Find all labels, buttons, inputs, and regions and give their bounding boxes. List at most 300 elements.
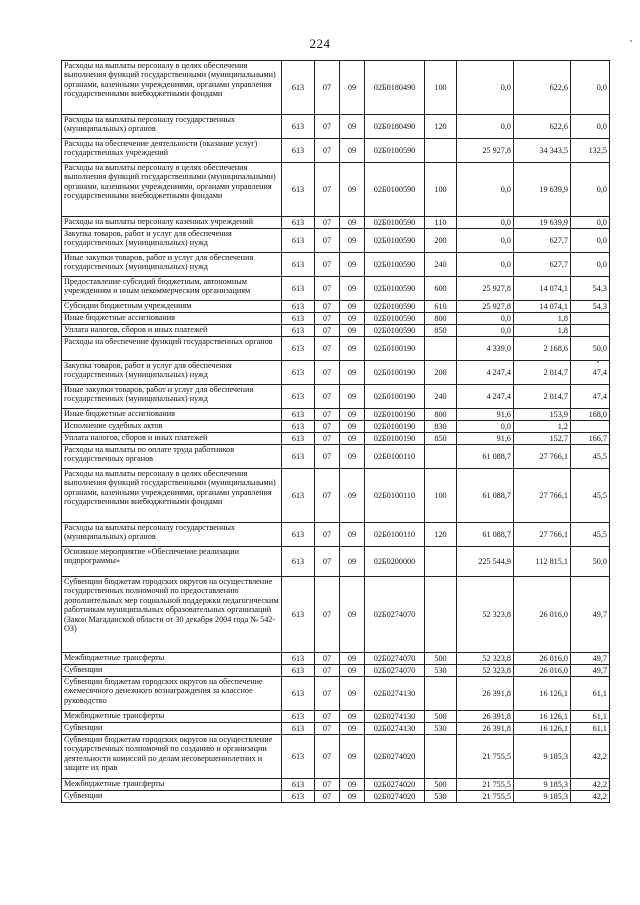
row-name: Расходы на выплаты персоналу государственных (муниципальных) органов bbox=[62, 115, 282, 139]
table-row bbox=[62, 723, 610, 735]
page-number: 224 bbox=[309, 36, 331, 51]
row-pr: 09 bbox=[340, 735, 365, 779]
row-name: Субвенции bbox=[62, 723, 282, 735]
row-csr: 02Б0274070 bbox=[365, 665, 425, 677]
row-plan: 25 927,8 bbox=[457, 277, 514, 301]
row-csr: 02Б0100590 bbox=[365, 217, 425, 229]
row-vr bbox=[425, 735, 457, 779]
row-csr: 02Б0100190 bbox=[365, 421, 425, 433]
row-pct: 0,0 bbox=[571, 253, 610, 277]
row-pr: 09 bbox=[340, 61, 365, 115]
row-fact: 27 766,1 bbox=[514, 523, 571, 547]
row-fact: 2 014,7 bbox=[514, 361, 571, 385]
row-ved: 613 bbox=[282, 325, 315, 337]
row-plan: 21 755,5 bbox=[457, 735, 514, 779]
row-csr: 02Б0100590 bbox=[365, 139, 425, 163]
row-fact: 2 168,6 bbox=[514, 337, 571, 361]
row-plan: 21 755,5 bbox=[457, 791, 514, 803]
row-ved: 613 bbox=[282, 665, 315, 677]
row-vr: 120 bbox=[425, 523, 457, 547]
row-pr: 09 bbox=[340, 677, 365, 711]
row-vr: 830 bbox=[425, 421, 457, 433]
row-pct: 61,1 bbox=[571, 723, 610, 735]
row-rz: 07 bbox=[315, 139, 340, 163]
row-vr: 800 bbox=[425, 313, 457, 325]
table-row bbox=[62, 301, 610, 313]
row-rz: 07 bbox=[315, 677, 340, 711]
row-ved: 613 bbox=[282, 469, 315, 523]
row-pct: 50,0 bbox=[571, 547, 610, 577]
row-name: Расходы на выплаты персоналу в целях обеспечения выполнения функций государственными (муниципальными) органами, казенными учреждениями, органами управления государственными внебюджетными фондами bbox=[62, 469, 282, 523]
row-plan: 52 323,8 bbox=[457, 577, 514, 653]
row-pct: 47,4 bbox=[571, 385, 610, 409]
table-row bbox=[62, 779, 610, 791]
table-row bbox=[62, 445, 610, 469]
row-vr: 850 bbox=[425, 325, 457, 337]
row-csr: 02Б0100590 bbox=[365, 229, 425, 253]
row-ved: 613 bbox=[282, 421, 315, 433]
row-rz: 07 bbox=[315, 253, 340, 277]
row-vr: 530 bbox=[425, 723, 457, 735]
row-plan: 0,0 bbox=[457, 253, 514, 277]
row-pct: 42,2 bbox=[571, 735, 610, 779]
row-rz: 07 bbox=[315, 433, 340, 445]
row-name: Иные бюджетные ассигнования bbox=[62, 409, 282, 421]
row-rz: 07 bbox=[315, 337, 340, 361]
row-vr: 200 bbox=[425, 361, 457, 385]
row-plan: 4 339,0 bbox=[457, 337, 514, 361]
row-pct: 61,1 bbox=[571, 711, 610, 723]
row-plan: 61 088,7 bbox=[457, 469, 514, 523]
row-rz: 07 bbox=[315, 653, 340, 665]
table-row bbox=[62, 217, 610, 229]
row-csr: 02Б0100190 bbox=[365, 337, 425, 361]
row-vr: 610 bbox=[425, 301, 457, 313]
row-pr: 09 bbox=[340, 253, 365, 277]
row-rz: 07 bbox=[315, 421, 340, 433]
row-pr: 09 bbox=[340, 385, 365, 409]
row-csr: 02Б0274070 bbox=[365, 577, 425, 653]
row-name: Субвенции бюджетам городских округов на осуществление государственных полномочий по созданию и организации деятельности комиссий по делам несовершеннолетних и защите их прав bbox=[62, 735, 282, 779]
row-pr: 09 bbox=[340, 421, 365, 433]
row-fact: 1,2 bbox=[514, 421, 571, 433]
row-csr: 02Б0100590 bbox=[365, 313, 425, 325]
row-pct: 0,0 bbox=[571, 61, 610, 115]
row-vr: 530 bbox=[425, 791, 457, 803]
row-plan: 0,0 bbox=[457, 421, 514, 433]
row-fact: 1,8 bbox=[514, 313, 571, 325]
row-rz: 07 bbox=[315, 229, 340, 253]
row-rz: 07 bbox=[315, 547, 340, 577]
row-rz: 07 bbox=[315, 791, 340, 803]
table-row bbox=[62, 385, 610, 409]
row-ved: 613 bbox=[282, 337, 315, 361]
row-plan: 0,0 bbox=[457, 229, 514, 253]
row-rz: 07 bbox=[315, 217, 340, 229]
row-rz: 07 bbox=[315, 577, 340, 653]
row-fact: 2 014,7 bbox=[514, 385, 571, 409]
row-csr: 02Б0180490 bbox=[365, 115, 425, 139]
row-name: Расходы на выплаты персоналу в целях обеспечения выполнения функций государственными (муниципальными) органами, казенными учреждениями, органами управления государственными внебюджетными фондами bbox=[62, 163, 282, 217]
row-pct: 61,1 bbox=[571, 677, 610, 711]
row-csr: 02Б0100590 bbox=[365, 325, 425, 337]
row-fact: 627,7 bbox=[514, 229, 571, 253]
row-name: Расходы на выплаты по оплате труда работников государственных органов bbox=[62, 445, 282, 469]
row-pct: 49,7 bbox=[571, 577, 610, 653]
row-pr: 09 bbox=[340, 409, 365, 421]
table-row bbox=[62, 421, 610, 433]
row-pct: 54,3 bbox=[571, 301, 610, 313]
row-name: Иные закупки товаров, работ и услуг для обеспечения государственных (муниципальных) нужд bbox=[62, 385, 282, 409]
row-name: Межбюджетные трансферты bbox=[62, 711, 282, 723]
table-row bbox=[62, 577, 610, 653]
row-pr: 09 bbox=[340, 779, 365, 791]
row-vr: 100 bbox=[425, 61, 457, 115]
row-ved: 613 bbox=[282, 653, 315, 665]
row-pct: 45,5 bbox=[571, 445, 610, 469]
row-pr: 09 bbox=[340, 469, 365, 523]
row-plan: 26 391,8 bbox=[457, 677, 514, 711]
row-csr: 02Б0274130 bbox=[365, 723, 425, 735]
row-rz: 07 bbox=[315, 385, 340, 409]
row-pct: 0,0 bbox=[571, 217, 610, 229]
row-plan: 0,0 bbox=[457, 115, 514, 139]
row-vr bbox=[425, 139, 457, 163]
row-name: Основное мероприятие «Обеспечение реализации подпрограммы» bbox=[62, 547, 282, 577]
row-csr: 02Б0100190 bbox=[365, 361, 425, 385]
row-ved: 613 bbox=[282, 163, 315, 217]
table-row bbox=[62, 547, 610, 577]
row-ved: 613 bbox=[282, 735, 315, 779]
row-name: Субвенции bbox=[62, 665, 282, 677]
row-ved: 613 bbox=[282, 433, 315, 445]
row-fact: 9 185,3 bbox=[514, 779, 571, 791]
row-csr: 02Б0100590 bbox=[365, 163, 425, 217]
row-rz: 07 bbox=[315, 361, 340, 385]
row-pct bbox=[571, 325, 610, 337]
row-pct: 0,0 bbox=[571, 229, 610, 253]
row-plan: 21 755,5 bbox=[457, 779, 514, 791]
row-ved: 613 bbox=[282, 577, 315, 653]
row-pr: 09 bbox=[340, 577, 365, 653]
row-pr: 09 bbox=[340, 361, 365, 385]
row-fact: 9 185,3 bbox=[514, 791, 571, 803]
row-fact: 26 016,0 bbox=[514, 665, 571, 677]
row-rz: 07 bbox=[315, 735, 340, 779]
row-vr: 500 bbox=[425, 779, 457, 791]
row-csr: 02Б0180490 bbox=[365, 61, 425, 115]
row-ved: 613 bbox=[282, 791, 315, 803]
row-pct: 45,5 bbox=[571, 469, 610, 523]
row-name: Закупка товаров, работ и услуг для обеспечения государственных (муниципальных) нужд bbox=[62, 361, 282, 385]
row-fact: 26 016,0 bbox=[514, 653, 571, 665]
row-fact: 16 126,1 bbox=[514, 723, 571, 735]
row-pct: 47,4 bbox=[571, 361, 610, 385]
row-fact: 9 185,3 bbox=[514, 735, 571, 779]
row-csr: 02Б0100190 bbox=[365, 433, 425, 445]
row-fact: 19 639,9 bbox=[514, 217, 571, 229]
row-ved: 613 bbox=[282, 229, 315, 253]
row-csr: 02Б0200000 bbox=[365, 547, 425, 577]
row-ved: 613 bbox=[282, 445, 315, 469]
row-rz: 07 bbox=[315, 469, 340, 523]
table-row bbox=[62, 735, 610, 779]
row-name: Расходы на выплаты персоналу казенных учреждений bbox=[62, 217, 282, 229]
row-pr: 09 bbox=[340, 115, 365, 139]
row-rz: 07 bbox=[315, 325, 340, 337]
row-rz: 07 bbox=[315, 523, 340, 547]
row-pr: 09 bbox=[340, 665, 365, 677]
row-name: Предоставление субсидий бюджетным, автономным учреждениям и иным некоммерческим организациям bbox=[62, 277, 282, 301]
row-fact: 26 016,0 bbox=[514, 577, 571, 653]
table-row bbox=[62, 711, 610, 723]
row-vr: 600 bbox=[425, 277, 457, 301]
row-pct: 49,7 bbox=[571, 665, 610, 677]
row-fact: 627,7 bbox=[514, 253, 571, 277]
row-rz: 07 bbox=[315, 301, 340, 313]
row-fact: 16 126,1 bbox=[514, 677, 571, 711]
row-plan: 61 088,7 bbox=[457, 523, 514, 547]
row-name: Субвенции бюджетам городских округов на обеспечение ежемесячного денежного вознаграждения за классное руководство bbox=[62, 677, 282, 711]
row-vr: 850 bbox=[425, 433, 457, 445]
row-vr bbox=[425, 547, 457, 577]
row-vr: 120 bbox=[425, 115, 457, 139]
row-fact: 14 074,1 bbox=[514, 277, 571, 301]
row-pct bbox=[571, 421, 610, 433]
row-csr: 02Б0100190 bbox=[365, 385, 425, 409]
row-ved: 613 bbox=[282, 723, 315, 735]
row-ved: 613 bbox=[282, 139, 315, 163]
row-csr: 02Б0274020 bbox=[365, 791, 425, 803]
row-vr bbox=[425, 445, 457, 469]
row-plan: 4 247,4 bbox=[457, 361, 514, 385]
row-ved: 613 bbox=[282, 547, 315, 577]
row-vr: 100 bbox=[425, 163, 457, 217]
row-pct: 42,2 bbox=[571, 791, 610, 803]
row-fact: 19 639,9 bbox=[514, 163, 571, 217]
row-fact: 34 343,5 bbox=[514, 139, 571, 163]
row-fact: 622,6 bbox=[514, 115, 571, 139]
row-pr: 09 bbox=[340, 653, 365, 665]
row-vr: 500 bbox=[425, 653, 457, 665]
row-ved: 613 bbox=[282, 115, 315, 139]
row-pr: 09 bbox=[340, 791, 365, 803]
row-plan: 26 391,8 bbox=[457, 723, 514, 735]
row-csr: 02Б0100110 bbox=[365, 469, 425, 523]
row-plan: 0,0 bbox=[457, 163, 514, 217]
row-pct: 54,3 bbox=[571, 277, 610, 301]
row-rz: 07 bbox=[315, 711, 340, 723]
row-vr: 110 bbox=[425, 217, 457, 229]
row-ved: 613 bbox=[282, 409, 315, 421]
row-rz: 07 bbox=[315, 163, 340, 217]
row-name: Расходы на обеспечение функций государственных органов bbox=[62, 337, 282, 361]
table-row bbox=[62, 469, 610, 523]
row-rz: 07 bbox=[315, 723, 340, 735]
row-plan: 25 927,8 bbox=[457, 139, 514, 163]
row-pr: 09 bbox=[340, 547, 365, 577]
row-ved: 613 bbox=[282, 677, 315, 711]
row-csr: 02Б0274020 bbox=[365, 779, 425, 791]
table-row bbox=[62, 229, 610, 253]
row-pr: 09 bbox=[340, 163, 365, 217]
row-rz: 07 bbox=[315, 313, 340, 325]
table-row bbox=[62, 313, 610, 325]
row-name: Межбюджетные трансферты bbox=[62, 779, 282, 791]
row-pr: 09 bbox=[340, 325, 365, 337]
row-ved: 613 bbox=[282, 277, 315, 301]
table-row bbox=[62, 653, 610, 665]
row-csr: 02Б0274070 bbox=[365, 653, 425, 665]
row-ved: 613 bbox=[282, 779, 315, 791]
row-name: Межбюджетные трансферты bbox=[62, 653, 282, 665]
row-ved: 613 bbox=[282, 523, 315, 547]
row-vr bbox=[425, 677, 457, 711]
row-name: Исполнение судебных актов bbox=[62, 421, 282, 433]
row-plan: 0,0 bbox=[457, 61, 514, 115]
row-name: Субвенции бюджетам городских округов на осуществление государственных полномочий по предоставлению дополнительных мер социальной поддержки педагогическим работникам муниципальных образовательных организаций (Закон Магаданской области от 30 декабря 2004 года № 542-ОЗ) bbox=[62, 577, 282, 653]
row-ved: 613 bbox=[282, 217, 315, 229]
row-rz: 07 bbox=[315, 779, 340, 791]
row-pr: 09 bbox=[340, 433, 365, 445]
row-plan: 0,0 bbox=[457, 325, 514, 337]
row-plan: 52 323,8 bbox=[457, 665, 514, 677]
row-pct: 49,7 bbox=[571, 653, 610, 665]
row-csr: 02Б0100190 bbox=[365, 409, 425, 421]
row-fact: 152,7 bbox=[514, 433, 571, 445]
row-fact: 622,6 bbox=[514, 61, 571, 115]
row-ved: 613 bbox=[282, 361, 315, 385]
row-plan: 91,6 bbox=[457, 409, 514, 421]
row-csr: 02Б0274020 bbox=[365, 735, 425, 779]
table-row bbox=[62, 433, 610, 445]
row-name: Уплата налогов, сборов и иных платежей bbox=[62, 433, 282, 445]
row-rz: 07 bbox=[315, 277, 340, 301]
row-plan: 225 544,9 bbox=[457, 547, 514, 577]
row-vr: 530 bbox=[425, 665, 457, 677]
table-row bbox=[62, 139, 610, 163]
row-plan: 91,6 bbox=[457, 433, 514, 445]
table-row bbox=[62, 677, 610, 711]
row-name: Иные закупки товаров, работ и услуг для обеспечения государственных (муниципальных) нужд bbox=[62, 253, 282, 277]
row-pct: 0,0 bbox=[571, 163, 610, 217]
row-plan: 52 323,8 bbox=[457, 653, 514, 665]
row-name: Закупка товаров, работ и услуг для обеспечения государственных (муниципальных) нужд bbox=[62, 229, 282, 253]
row-pr: 09 bbox=[340, 711, 365, 723]
row-plan: 26 391,8 bbox=[457, 711, 514, 723]
row-rz: 07 bbox=[315, 61, 340, 115]
table-row bbox=[62, 253, 610, 277]
scan-speck bbox=[597, 361, 599, 363]
row-name: Расходы на выплаты персоналу государственных (муниципальных) органов bbox=[62, 523, 282, 547]
row-plan: 0,0 bbox=[457, 217, 514, 229]
row-fact: 1,8 bbox=[514, 325, 571, 337]
row-pr: 09 bbox=[340, 337, 365, 361]
row-pr: 09 bbox=[340, 217, 365, 229]
row-rz: 07 bbox=[315, 409, 340, 421]
row-pct: 132,5 bbox=[571, 139, 610, 163]
row-pct: 168,0 bbox=[571, 409, 610, 421]
row-vr bbox=[425, 577, 457, 653]
row-pr: 09 bbox=[340, 139, 365, 163]
row-vr: 800 bbox=[425, 409, 457, 421]
row-pr: 09 bbox=[340, 301, 365, 313]
row-rz: 07 bbox=[315, 115, 340, 139]
row-pct: 50,0 bbox=[571, 337, 610, 361]
row-csr: 02Б0100110 bbox=[365, 523, 425, 547]
row-name: Уплата налогов, сборов и иных платежей bbox=[62, 325, 282, 337]
row-rz: 07 bbox=[315, 665, 340, 677]
row-pct: 45,5 bbox=[571, 523, 610, 547]
row-pr: 09 bbox=[340, 723, 365, 735]
row-pct: 42,2 bbox=[571, 779, 610, 791]
budget-table bbox=[61, 60, 610, 803]
row-ved: 613 bbox=[282, 313, 315, 325]
row-ved: 613 bbox=[282, 385, 315, 409]
row-fact: 27 766,1 bbox=[514, 445, 571, 469]
row-csr: 02Б0100590 bbox=[365, 253, 425, 277]
table-row bbox=[62, 523, 610, 547]
table-row bbox=[62, 163, 610, 217]
row-vr: 100 bbox=[425, 469, 457, 523]
table-row bbox=[62, 791, 610, 803]
row-plan: 25 927,8 bbox=[457, 301, 514, 313]
table-row bbox=[62, 409, 610, 421]
row-csr: 02Б0100590 bbox=[365, 277, 425, 301]
row-ved: 613 bbox=[282, 301, 315, 313]
row-pct: 166,7 bbox=[571, 433, 610, 445]
row-csr: 02Б0274130 bbox=[365, 677, 425, 711]
row-vr: 500 bbox=[425, 711, 457, 723]
row-fact: 153,9 bbox=[514, 409, 571, 421]
row-csr: 02Б0274130 bbox=[365, 711, 425, 723]
row-plan: 4 247,4 bbox=[457, 385, 514, 409]
row-name: Расходы на обеспечение деятельности (оказание услуг) государственных учреждений bbox=[62, 139, 282, 163]
table-row bbox=[62, 337, 610, 361]
row-fact: 16 126,1 bbox=[514, 711, 571, 723]
table-row bbox=[62, 61, 610, 115]
table-row bbox=[62, 277, 610, 301]
row-plan: 0,0 bbox=[457, 313, 514, 325]
row-name: Расходы на выплаты персоналу в целях обеспечения выполнения функций государственными (муниципальными) органами, казенными учреждениями, органами управления государственными внебюджетными фондами bbox=[62, 61, 282, 115]
row-name: Субвенции bbox=[62, 791, 282, 803]
row-vr: 240 bbox=[425, 385, 457, 409]
row-pct: 0,0 bbox=[571, 115, 610, 139]
row-fact: 112 815,1 bbox=[514, 547, 571, 577]
row-name: Субсидии бюджетным учреждениям bbox=[62, 301, 282, 313]
row-vr: 240 bbox=[425, 253, 457, 277]
row-pct bbox=[571, 313, 610, 325]
row-pr: 09 bbox=[340, 229, 365, 253]
row-plan: 61 088,7 bbox=[457, 445, 514, 469]
table-row bbox=[62, 325, 610, 337]
row-vr bbox=[425, 337, 457, 361]
row-fact: 27 766,1 bbox=[514, 469, 571, 523]
row-fact: 14 074,1 bbox=[514, 301, 571, 313]
table-row bbox=[62, 665, 610, 677]
row-pr: 09 bbox=[340, 277, 365, 301]
scan-speck bbox=[630, 40, 632, 42]
row-ved: 613 bbox=[282, 61, 315, 115]
row-csr: 02Б0100590 bbox=[365, 301, 425, 313]
table-row bbox=[62, 361, 610, 385]
row-vr: 200 bbox=[425, 229, 457, 253]
row-pr: 09 bbox=[340, 313, 365, 325]
row-rz: 07 bbox=[315, 445, 340, 469]
row-ved: 613 bbox=[282, 711, 315, 723]
table-row bbox=[62, 115, 610, 139]
row-pr: 09 bbox=[340, 523, 365, 547]
